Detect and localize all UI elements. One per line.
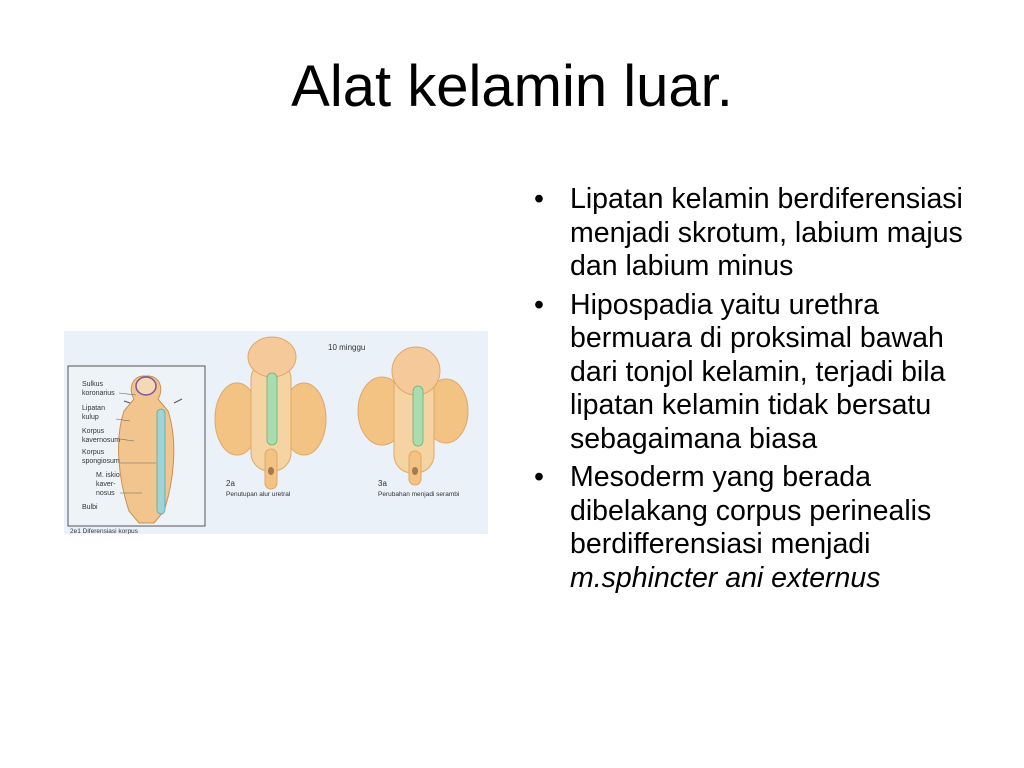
bullet-item	[528, 289, 968, 457]
label-sulkus: Sulkus	[82, 381, 104, 388]
caption-panel-2: Penutupan alur uretral	[226, 491, 291, 498]
label-lipatan: Lipatan	[82, 405, 105, 412]
caption-panel-1: 2e1 Diferensiasi korpus	[70, 528, 138, 534]
embryology-figure	[64, 331, 488, 534]
label-bulbi: Bulbi	[82, 504, 98, 511]
panel-1-urethra	[157, 409, 165, 514]
label-3a: 3a	[378, 479, 387, 488]
label-nosus: nosus	[96, 490, 115, 497]
panel-2-glans	[248, 337, 296, 377]
bullet-item	[528, 183, 968, 284]
label-kulup: kulup	[82, 414, 99, 421]
label-korpus-1: Korpus	[82, 428, 105, 435]
panel-2-urethral-groove	[267, 373, 277, 445]
label-m-iskio: M. iskio	[96, 472, 120, 479]
label-kaver: kaver-	[96, 481, 116, 488]
label-koronarius: koronarius	[82, 390, 115, 397]
bullet-text: Lipatan kelamin berdiferensiasi menjadi skrotum, labium majus dan labium minus	[570, 183, 963, 282]
bullet-item	[528, 461, 968, 595]
bullet-italic-text: m.sphincter ani externus	[570, 561, 881, 594]
label-kavernosum: kavernosum	[82, 437, 121, 444]
label-spongiosum: spongiosum	[82, 458, 120, 465]
panel-1-glans	[136, 377, 156, 395]
bullet-text: Hipospadia yaitu urethra bermuara di proksimal bawah dari tonjol kelamin, terjadi bila lipatan kelamin tidak bersatu sebagaimana biasa	[570, 288, 946, 455]
slide-title: Alat kelamin luar.	[291, 54, 733, 119]
label-korpus-2: Korpus	[82, 449, 105, 456]
label-10-minggu: 10 minggu	[328, 343, 366, 352]
genital-development-illustration	[64, 331, 488, 534]
caption-panel-3: Perubahan menjadi serambi	[378, 491, 460, 498]
bullet-text: Mesoderm yang berada dibelakang corpus perinealis berdifferensiasi menjadi	[570, 461, 932, 560]
label-2a: 2a	[226, 479, 235, 488]
bullet-list	[528, 183, 968, 600]
panel-3-urethral-groove	[413, 386, 423, 446]
